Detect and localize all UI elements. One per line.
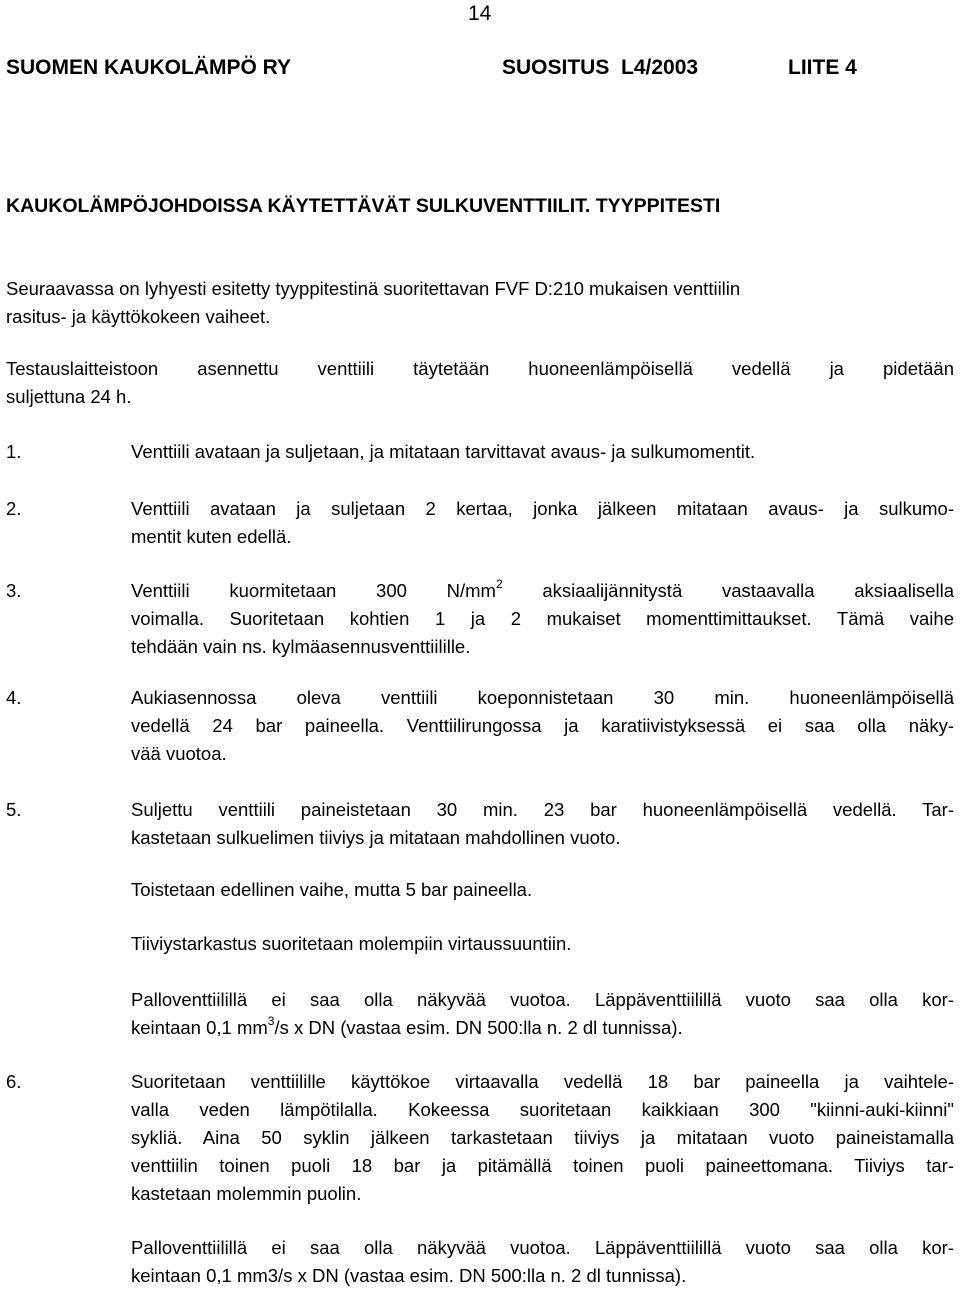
text-line: valla veden lämpötilalla. Kokeessa suoritetaan kaikkiaan 300 "kiinni-auki-kiinni" (131, 1099, 954, 1120)
text-line: tehdään vain ns. kylmäasennusventtiilille. (131, 636, 471, 657)
page-number: 14 (468, 2, 492, 25)
step-3-text (131, 577, 954, 661)
step-5-paragraph-b (131, 930, 954, 958)
text-line: voimalla. Suoritetaan kohtien 1 ja 2 mukaiset momenttimittaukset. Tämä vaihe (131, 608, 954, 629)
header-appendix: LIITE 4 (788, 56, 857, 79)
text-line: vedellä 24 bar paineella. Venttiilirungossa ja karatiivistyksessä ei saa olla näky- (131, 715, 954, 736)
step-6-paragraph-a (131, 1234, 954, 1290)
text-line: Suljettu venttiili paineistetaan 30 min. 23 bar huoneenlämpöisellä vedellä. Tar- (131, 799, 954, 820)
text-line (131, 577, 954, 605)
text-line: Palloventtiilillä ei saa olla näkyvää vuotoa. Läppäventtiilillä vuoto saa olla kor- (131, 1237, 954, 1258)
text-line: vää vuotoa. (131, 743, 227, 764)
text-line: sykliä. Aina 50 syklin jälkeen tarkastetaan tiiviys ja mitataan vuoto paineistamalla (131, 1127, 954, 1148)
step-5-paragraph-a (131, 876, 954, 904)
text-line: mentit kuten edellä. (131, 526, 292, 547)
text-line: Venttiili avataan ja suljetaan 2 kertaa, jonka jälkeen mitataan avaus- ja sulkumo- (131, 498, 954, 519)
step-number: 4. (6, 687, 22, 708)
text-line: kastetaan sulkuelimen tiiviys ja mitataan mahdollinen vuoto. (131, 827, 621, 848)
document-title: KAUKOLÄMPÖJOHDOISSA KÄYTETTÄVÄT SULKUVENTTIILIT. TYYPPITESTI (6, 195, 721, 217)
intro-paragraph-2 (6, 355, 954, 411)
text-line: Testauslaitteistoon asennettu venttiili täytetään huoneenlämpöisellä vedellä ja pidetään (6, 358, 954, 379)
step-2-text (131, 495, 954, 551)
step-5-text (131, 796, 954, 852)
text-line: Venttiili avataan ja suljetaan, ja mitataan tarvittavat avaus- ja sulkumomentit. (131, 441, 756, 462)
text-line: suljettuna 24 h. (6, 386, 132, 407)
text-segment: /s x DN (vastaa esim. DN 500:lla n. 2 dl tunnissa). (274, 1017, 683, 1038)
text-line: Palloventtiilillä ei saa olla näkyvää vuotoa. Läppäventtiilillä vuoto saa olla kor- (131, 989, 954, 1010)
step-number: 3. (6, 580, 22, 601)
text-line: Suoritetaan venttiilille käyttökoe virtaavalla vedellä 18 bar paineella ja vaihtele- (131, 1071, 954, 1092)
intro-paragraph-1 (6, 275, 954, 331)
step-5-paragraph-c (131, 986, 954, 1042)
superscript: 2 (495, 576, 503, 591)
text-line: Seuraavassa on lyhyesti esitetty tyyppitestinä suoritettavan FVF D:210 mukaisen venttiilin (6, 278, 741, 299)
header-organization: SUOMEN KAUKOLÄMPÖ RY (6, 56, 292, 79)
text-line: rasitus- ja käyttökokeen vaiheet. (6, 306, 271, 327)
text-line: Tiiviystarkastus suoritetaan molempiin virtaussuuntiin. (131, 933, 572, 954)
step-number: 6. (6, 1071, 22, 1092)
text-line: Aukiasennossa oleva venttiili koeponnistetaan 30 min. huoneenlämpöisellä (131, 687, 954, 708)
step-1-text (131, 438, 954, 466)
text-segment: keintaan 0,1 mm (131, 1017, 268, 1038)
step-number: 5. (6, 799, 22, 820)
text-line: kastetaan molemmin puolin. (131, 1183, 362, 1204)
text-line (131, 1014, 954, 1042)
text-segment: Venttiili kuormitetaan 300 N/mm (131, 580, 496, 601)
step-4-text (131, 684, 954, 768)
text-line: keintaan 0,1 mm3/s x DN (vastaa esim. DN 500:lla n. 2 dl tunnissa). (131, 1265, 687, 1286)
step-number: 1. (6, 441, 22, 462)
text-segment: aksiaalijännitystä vastaavalla aksiaalisella (502, 580, 954, 601)
step-6-text (131, 1068, 954, 1208)
header-recommendation: SUOSITUS L4/2003 (502, 56, 699, 79)
text-line: Toistetaan edellinen vaihe, mutta 5 bar paineella. (131, 879, 533, 900)
superscript: 3 (267, 1013, 275, 1028)
step-number: 2. (6, 498, 22, 519)
text-line: venttiilin toinen puoli 18 bar ja pitämällä toinen puoli paineettomana. Tiiviys tar- (131, 1155, 954, 1176)
